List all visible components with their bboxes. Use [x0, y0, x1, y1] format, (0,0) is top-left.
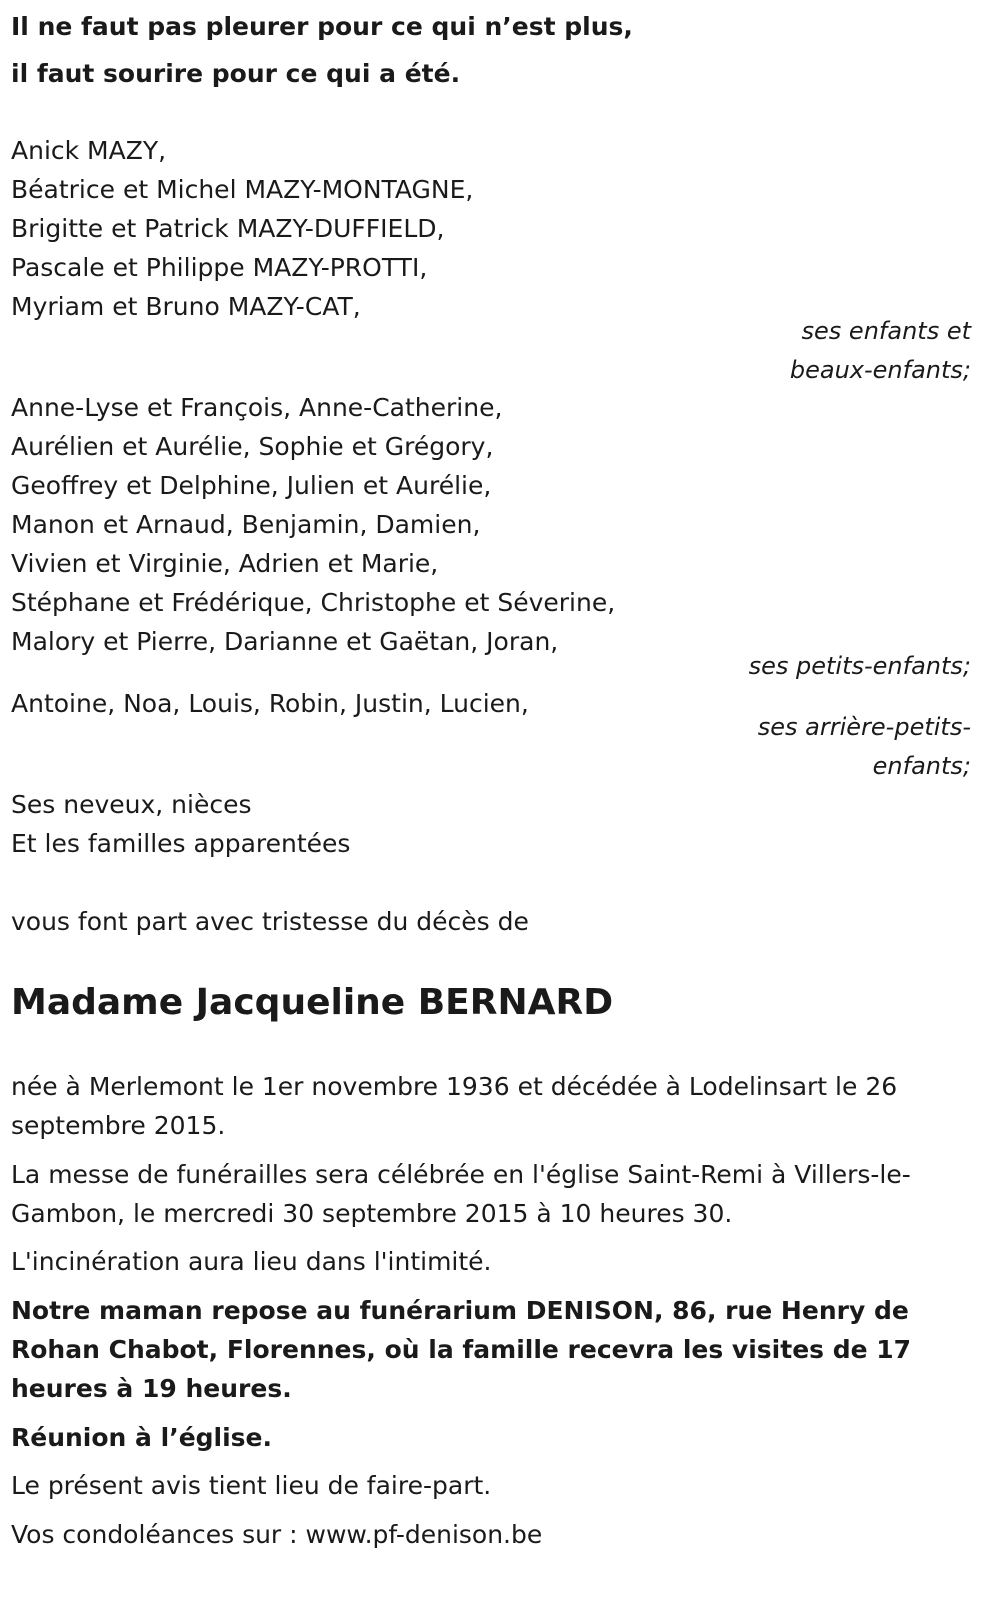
great-grandchildren-role-line-2: enfants; — [872, 752, 971, 780]
children-role-line-2: beaux-enfants; — [789, 356, 971, 384]
birth-death-details: née à Merlemont le 1er novembre 1936 et décédée à Lodelinsart le 26 septembre 2015. — [11, 1072, 898, 1140]
cremation-details: L'incinération aura lieu dans l'intimité. — [11, 1247, 492, 1276]
condolences-text: Vos condoléances sur : www.pf-denison.be — [11, 1520, 543, 1549]
great-grandchild-names: Antoine, Noa, Louis, Robin, Justin, Lucien, — [11, 689, 529, 718]
grandchild-names: Manon et Arnaud, Benjamin, Damien, — [11, 510, 481, 539]
child-name: Myriam et Bruno MAZY-CAT, — [11, 292, 361, 321]
child-name: Brigitte et Patrick MAZY-DUFFIELD, — [11, 214, 445, 243]
grandchild-names: Malory et Pierre, Darianne et Gaëtan, Joran, — [11, 627, 559, 656]
funeral-details: La messe de funérailles sera célébrée en l'église Saint-Remi à Villers-le-Gambon, le mercredi 30 septembre 2015 à 10 heures 30. — [11, 1160, 911, 1228]
child-name: Pascale et Philippe MAZY-PROTTI, — [11, 253, 428, 282]
grandchild-names: Anne-Lyse et François, Anne-Catherine, — [11, 393, 503, 422]
notice-text: Le présent avis tient lieu de faire-part. — [11, 1471, 492, 1500]
grandchild-names: Geoffrey et Delphine, Julien et Aurélie, — [11, 471, 492, 500]
relatives-line-1: Ses neveux, nièces — [11, 790, 252, 819]
grandchild-names: Vivien et Virginie, Adrien et Marie, — [11, 549, 439, 578]
deceased-name: Madame Jacqueline BERNARD — [11, 982, 614, 1023]
quote-line-2: il faut sourire pour ce qui a été. — [11, 59, 461, 88]
children-role-line-1: ses enfants et — [801, 317, 971, 345]
grandchild-names: Aurélien et Aurélie, Sophie et Grégory, — [11, 432, 494, 461]
great-grandchildren-role-line-1: ses arrière-petits- — [757, 713, 971, 741]
announcement-text: vous font part avec tristesse du décès de — [11, 907, 529, 936]
relatives-line-2: Et les familles apparentées — [11, 829, 351, 858]
grandchildren-role: ses petits-enfants; — [748, 652, 971, 680]
child-name: Anick MAZY, — [11, 136, 167, 165]
child-name: Béatrice et Michel MAZY-MONTAGNE, — [11, 175, 474, 204]
meeting-details: Réunion à l’église. — [11, 1423, 273, 1452]
visitation-details: Notre maman repose au funérarium DENISON, 86, rue Henry de Rohan Chabot, Florennes, où la famille recevra les visites de 17 heures à 19 heures. — [11, 1296, 912, 1403]
quote-line-1: Il ne faut pas pleurer pour ce qui n’est plus, — [11, 12, 633, 41]
grandchild-names: Stéphane et Frédérique, Christophe et Séverine, — [11, 588, 616, 617]
